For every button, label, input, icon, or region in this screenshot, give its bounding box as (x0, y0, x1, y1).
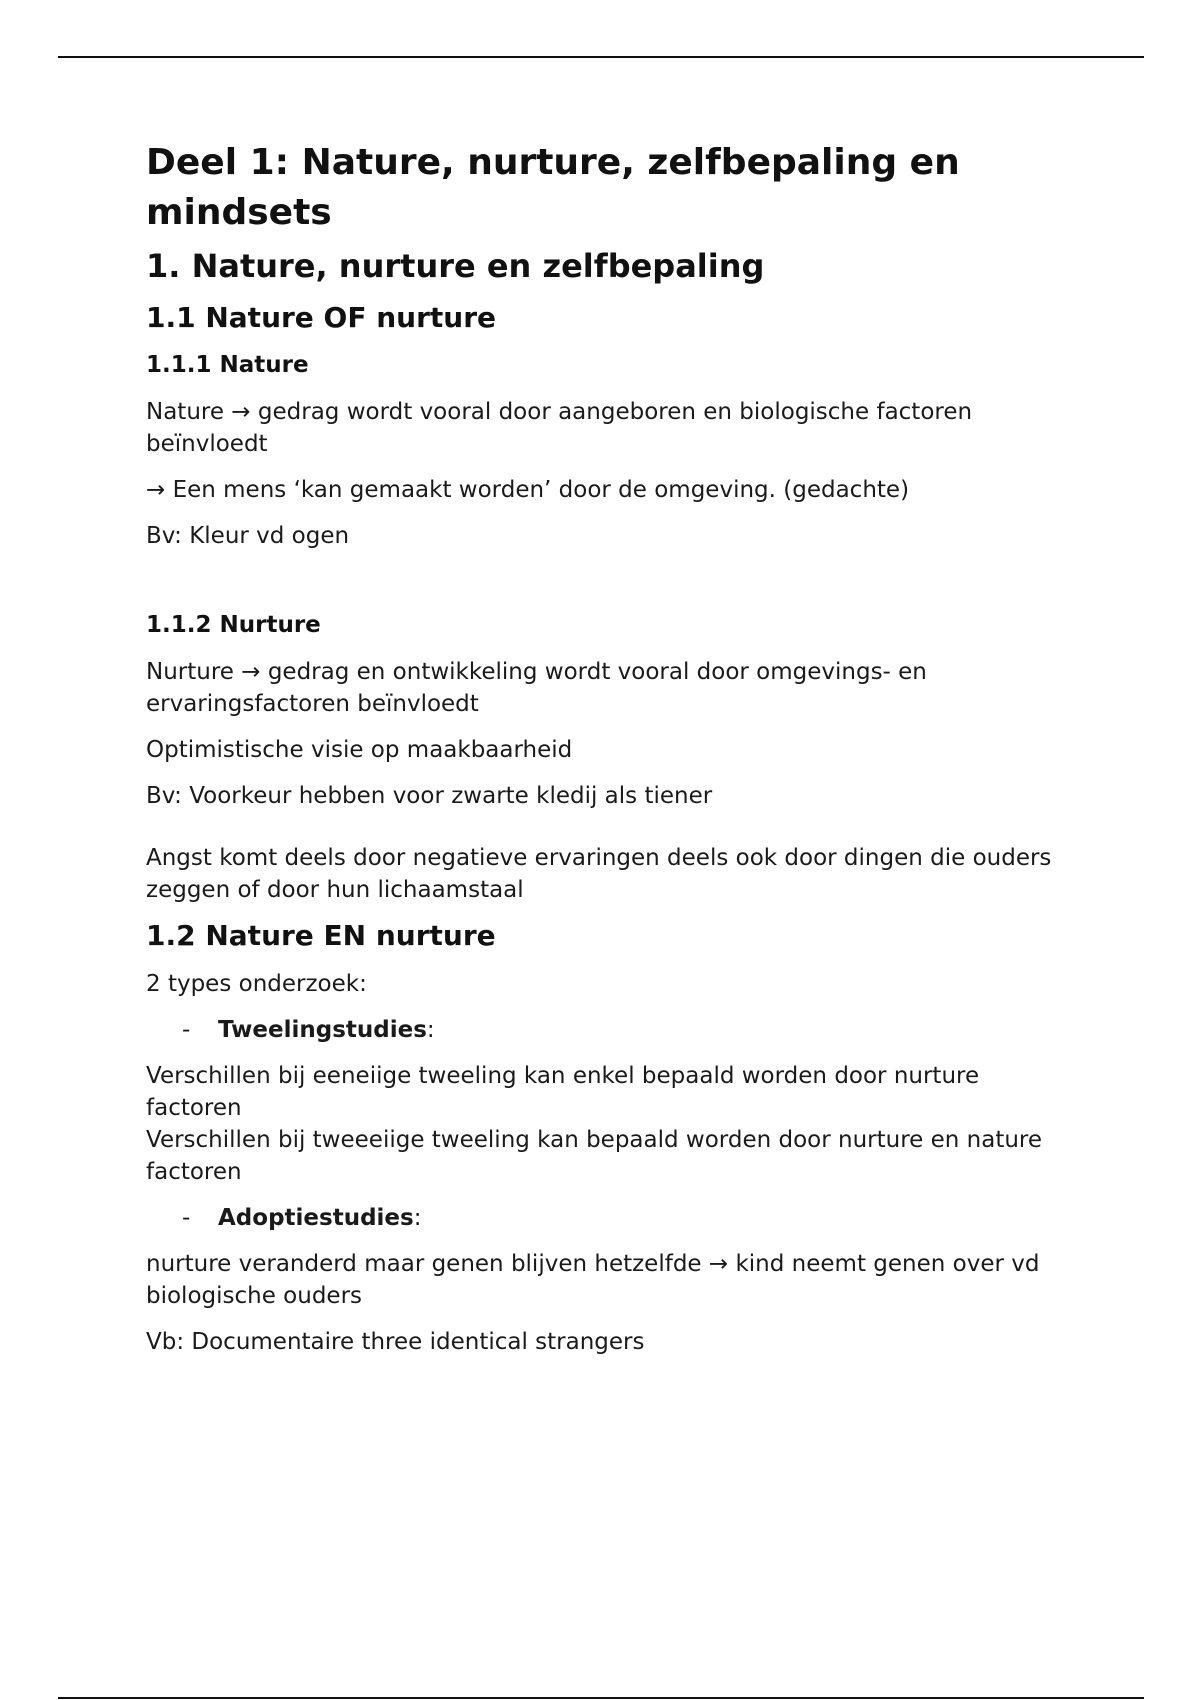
nature-thought: → Een mens ‘kan gemaakt worden’ door de omgeving. (gedachte) (146, 477, 910, 503)
list-item-adoptiestudies (182, 1202, 1076, 1234)
list-dash: - (182, 1205, 191, 1231)
chapter-heading: 1. Nature, nurture en zelfbepaling (146, 247, 765, 285)
nature-example: Bv: Kleur vd ogen (146, 523, 350, 549)
list-dash: - (182, 1017, 191, 1043)
list-item-colon: : (426, 1017, 435, 1043)
list-item-colon: : (413, 1205, 422, 1231)
bottom-rule (58, 1697, 1144, 1699)
subsection-heading-nurture: 1.1.2 Nurture (146, 612, 321, 638)
nature-definition: Nature → gedrag wordt vooral door aangeboren en biologische factoren beïnvloedt (146, 399, 973, 457)
page-content (146, 138, 1076, 1358)
nurture-example: Bv: Voorkeur hebben voor zwarte kledij als tiener (146, 783, 713, 809)
top-rule (58, 56, 1144, 58)
twin-study-text (146, 1060, 1076, 1188)
twin-line-fraternal: Verschillen bij tweeeiige tweeling kan bepaald worden door nurture en nature factoren (146, 1127, 1043, 1185)
twin-line-identical: Verschillen bij eeneiige tweeling kan enkel bepaald worden door nurture factoren (146, 1063, 980, 1121)
adoption-study-text: nurture veranderd maar genen blijven hetzelfde → kind neemt genen over vd biologische ouders (146, 1251, 1040, 1309)
page-title: Deel 1: Nature, nurture, zelfbepaling en mindsets (146, 142, 960, 233)
list-item-label: Adoptiestudies (218, 1205, 414, 1231)
section-heading-1-2: 1.2 Nature EN nurture (146, 919, 496, 952)
nurture-vision: Optimistische visie op maakbaarheid (146, 737, 573, 763)
list-item-label: Tweelingstudies (218, 1017, 427, 1043)
research-intro: 2 types onderzoek: (146, 971, 367, 997)
adoption-example: Vb: Documentaire three identical strangers (146, 1329, 645, 1355)
section-heading-1-1: 1.1 Nature OF nurture (146, 301, 497, 334)
nurture-fear-note: Angst komt deels door negatieve ervaringen deels ook door dingen die ouders zeggen of door hun lichaamstaal (146, 845, 1052, 903)
subsection-heading-nature: 1.1.1 Nature (146, 352, 309, 378)
list-item-tweelingstudies (182, 1014, 1076, 1046)
nurture-definition: Nurture → gedrag en ontwikkeling wordt vooral door omgevings- en ervaringsfactoren beïnvloedt (146, 659, 927, 717)
